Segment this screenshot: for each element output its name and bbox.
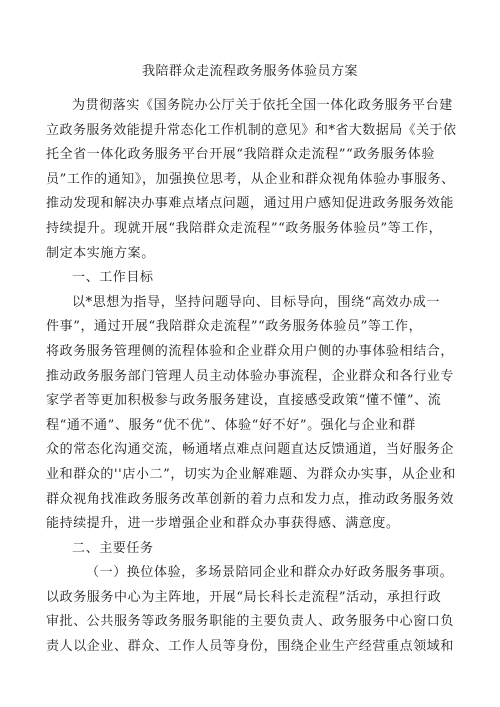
paragraph-line: 将政务服务管理侧的流程体验和企业群众用户侧的办事体验相结合，	[46, 343, 455, 359]
paragraph-line: 以*思想为指导，坚持问题导向、目标导向，围绕“高效办成一	[72, 294, 440, 310]
paragraph-line: 托全省一体化政务服务平台开展“我陪群众走流程”“政务服务体验	[46, 147, 435, 163]
paragraph-line: 家学者等更加积极参与政务服务建设，直接感受政策“懂不懂”、流	[46, 393, 442, 409]
document-title: 我陪群众走流程政务服务体验员方案	[141, 64, 358, 79]
subsection-heading: （一）换位体验，多场景陪同企业和群众办好政务服务事项。	[86, 565, 454, 581]
paragraph-line: 推动政务服务部门管理人员主动体验办事流程，企业群众和各行业专	[46, 368, 455, 384]
paragraph-line: 程“通不通”、服务“优不优”、体验“好不好”。强化与企业和群	[46, 417, 416, 433]
paragraph-line: 以政务服务中心为主阵地，开展“局长科长走流程”活动，承担行政	[46, 589, 442, 605]
paragraph-line: 持续提升。现就开展“我陪群众走流程”“政务服务体验员”等工作，	[46, 220, 443, 236]
section-heading: 二、主要任务	[72, 540, 154, 556]
paragraph-line: 员”工作的通知》，加强换位思考，从企业和群众视角体验办事服务、	[46, 171, 455, 187]
section-heading: 一、工作目标	[72, 270, 154, 286]
paragraph-line: 能持续提升，进一步增强企业和群众办事获得感、满意度。	[46, 516, 400, 532]
paragraph-line: 立政务服务效能提升常态化工作机制的意见》和*省大数据局《关于依	[46, 122, 457, 138]
paragraph-line: 责人以企业、群众、工作人员等身份，围绕企业生产经营重点领域和	[46, 639, 455, 655]
paragraph-line: 众的常态化沟通交流，畅通堵点难点问题直达反馈通道，当好服务企	[46, 442, 455, 458]
paragraph-line: 为贯彻落实《国务院办公厅关于依托全国一体化政务服务平台建	[72, 98, 453, 113]
paragraph-line: 业和群众的''店小二”，切实为企业解难题、为群众办实事，从企业和	[46, 466, 456, 482]
paragraph-line: 审批、公共服务等政务服务职能的主要负责人、政务服务中心窗口负	[46, 614, 455, 630]
paragraph-line: 件事”，通过开展“我陪群众走流程”“政务服务体验员”等工作，	[46, 319, 423, 335]
document-body	[46, 94, 458, 660]
paragraph-line: 群众视角找准政务服务改革创新的着力点和发力点，推动政务服务效	[46, 491, 455, 507]
paragraph-line: 推动发现和解决办事难点堵点问题，通过用户感知促进政务服务效能	[46, 196, 455, 212]
paragraph-line: 制定本实施方案。	[46, 245, 155, 261]
